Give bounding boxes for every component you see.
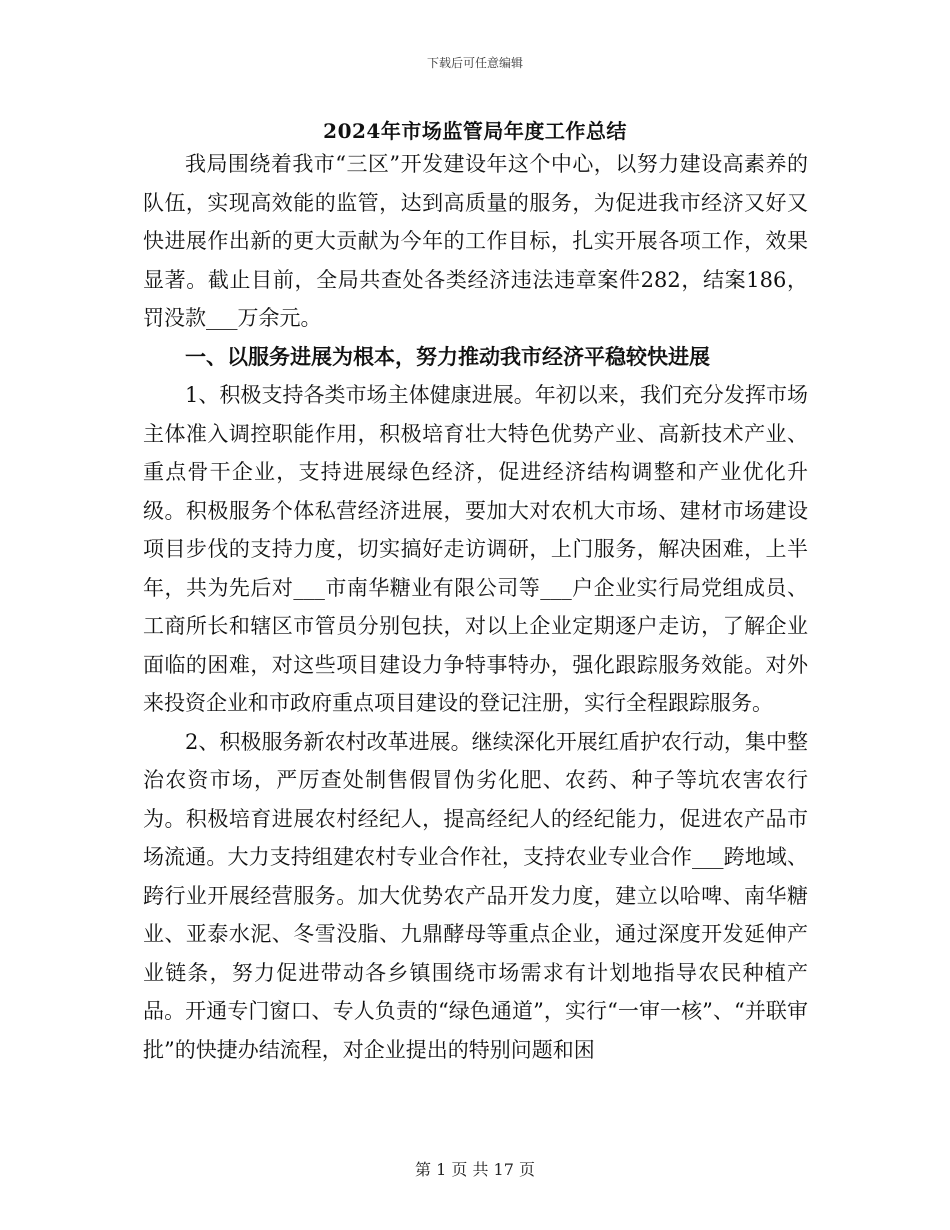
page-footer: 第 1 页 共 17 页 xyxy=(415,1160,535,1179)
section-heading: 一、以服务进展为根本，努力推动我市经济平稳较快进展 xyxy=(185,343,710,369)
body-paragraph: 2、积极服务新农村改革进展。继续深化开展红盾护农行动，集中整治农资市场，严厉查处制售假冒伪劣化肥、农药、种子等坑农害农行为。积极培育进展农村经纪人，提高经纪人的经纪能力，促进农产品市场流通。大力支持组建农村专业合作社，支持农业专业合作___跨地域、跨行业开展经营服务。加大优势农产品开发力度，建立以哈啤、南华糖业、亚泰水泥、冬雪没脂、九鼎酵母等重点企业，通过深度开发延伸产业链条，努力促进带动各乡镇围绕市场需求有计划地指导农民种植产品。开通专门窗口、专人负责的“绿色通道”，实行“一审一核”、“并联审批”的快捷办结流程，对企业提出的特别问题和困 xyxy=(143,729,808,1062)
document-body xyxy=(143,145,808,1069)
document-title: 2024年市场监管局年度工作总结 xyxy=(323,119,627,143)
intro-paragraph: 我局围绕着我市“三区”开发建设年这个中心，以努力建设高素养的队伍，实现高效能的监管，达到高质量的服务，为促进我市经济又好又快进展作出新的更大贡献为今年的工作目标，扎实开展各项工作，效果显著。截止目前，全局共查处各类经济违法违章案件282，结案186，罚没款___万余元。 xyxy=(143,152,808,330)
body-paragraph: 1、积极支持各类市场主体健康进展。年初以来，我们充分发挥市场主体准入调控职能作用，积极培育壮大特色优势产业、高新技术产业、重点骨干企业，支持进展绿色经济，促进经济结构调整和产业优化升级。积极服务个体私营经济进展，要加大对农机大市场、建材市场建设项目步伐的支持力度，切实搞好走访调研，上门服务，解决困难，上半年，共为先后对___市南华糖业有限公司等___户企业实行局党组成员、工商所长和辖区市管员分别包扶，对以上企业定期逐户走访，了解企业面临的困难，对这些项目建设力争特事特办，强化跟踪服务效能。对外来投资企业和市政府重点项目建设的登记注册，实行全程跟踪服务。 xyxy=(143,383,808,715)
header-note: 下载后可任意编辑 xyxy=(426,56,523,70)
